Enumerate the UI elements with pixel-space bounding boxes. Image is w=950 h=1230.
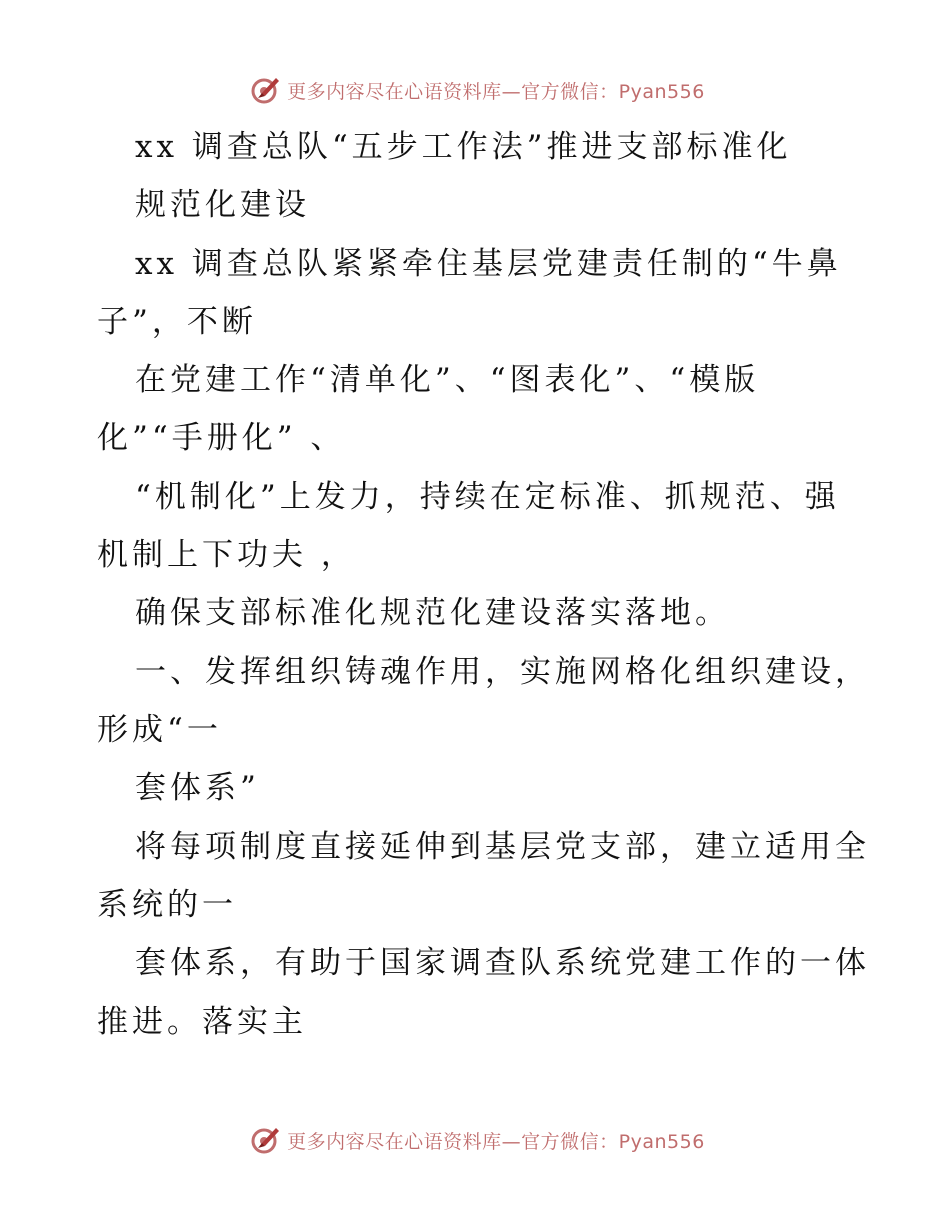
paragraph-line: 确保支部标准化规范化建设落实落地。	[135, 595, 730, 631]
paragraph-line: 将每项制度直接延伸到基层党支部，建立适用全	[135, 829, 870, 865]
paragraph-line: xx 调查总队紧紧牵住基层党建责任制的“牛鼻	[135, 246, 842, 282]
section-heading-line: 套体系”	[135, 770, 260, 806]
paragraph-line: 在党建工作“清单化”、“图表化”、“模版	[135, 362, 760, 398]
section-heading-line: 一、发挥组织铸魂作用，实施网格化组织建设，	[135, 654, 870, 690]
footer-watermark-text: 更多内容尽在心语资料库—官方微信：Pyan556	[287, 1130, 705, 1153]
title-line-1: xx 调查总队“五步工作法”推进支部标准化	[135, 129, 792, 165]
seal-logo-icon	[249, 1124, 281, 1156]
footer-watermark	[0, 1120, 950, 1160]
header-watermark-text: 更多内容尽在心语资料库—官方微信：Pyan556	[287, 80, 705, 103]
paragraph-line: 子”，不断	[97, 304, 257, 340]
seal-logo-icon	[249, 74, 281, 106]
paragraph-line: “机制化”上发力，持续在定标准、抓规范、强	[135, 479, 840, 515]
paragraph-line: 机制上下功夫 ，	[97, 537, 356, 573]
header-watermark	[0, 70, 950, 110]
paragraph-line: 系统的一	[97, 887, 237, 923]
section-heading-line: 形成“一	[97, 712, 222, 748]
paragraph-line: 套体系，有助于国家调查队系统党建工作的一体	[135, 945, 870, 981]
paragraph-line: 推进。落实主	[97, 1004, 307, 1040]
title-line-2: 规范化建设	[135, 187, 310, 223]
paragraph-line: 化”“手册化” 、	[97, 420, 346, 456]
